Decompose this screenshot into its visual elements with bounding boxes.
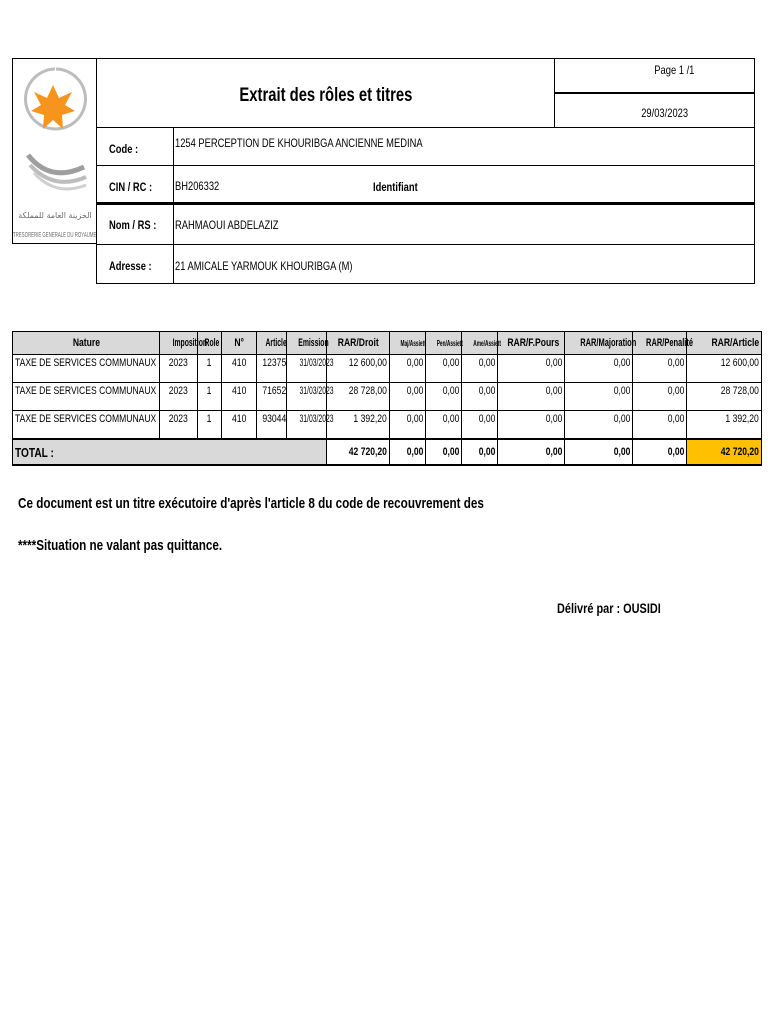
total-rar-majoration: 0,00 xyxy=(565,439,633,465)
cell-maj-assiett: 0,00 xyxy=(390,355,426,383)
total-rar-article: 42 720,20 xyxy=(687,439,762,465)
total-rar-fpours: 0,00 xyxy=(498,439,565,465)
cell-rar-fpours: 0,00 xyxy=(498,355,565,383)
col-header: RAR/Majoration xyxy=(565,332,633,355)
table-row xyxy=(13,355,762,383)
total-ame-assiett: 0,00 xyxy=(462,439,498,465)
logo-panel xyxy=(12,58,97,244)
code-label: Code : xyxy=(109,142,139,156)
cell-article: 12375 xyxy=(257,355,287,383)
total-rar-penalite: 0,00 xyxy=(633,439,687,465)
cell-article: 71652 xyxy=(257,383,287,411)
col-header: Article xyxy=(257,332,287,355)
col-header: RAR/Article xyxy=(687,332,762,355)
cell-role: 1 xyxy=(198,383,222,411)
cell-nature: TAXE DE SERVICES COMMUNAUX xyxy=(13,355,160,383)
logo-caption: TRESORERIE GENERALE DU ROYAUME xyxy=(13,232,97,239)
cell-ame-assiett: 0,00 xyxy=(462,411,498,440)
cell-role: 1 xyxy=(198,355,222,383)
table-row xyxy=(13,383,762,411)
roles-table xyxy=(12,331,762,466)
cell-ame-assiett: 0,00 xyxy=(462,355,498,383)
logo-arabic-text: الخزينة العامة للمملكة xyxy=(18,211,92,220)
cell-rar-majoration: 0,00 xyxy=(565,355,633,383)
total-pen-assiett: 0,00 xyxy=(426,439,462,465)
col-header: Nature xyxy=(13,332,160,355)
page-title: Extrait des rôles et titres xyxy=(239,85,412,106)
total-label: TOTAL : xyxy=(13,439,327,465)
cell-rar-fpours: 0,00 xyxy=(498,411,565,440)
cell-numero: 410 xyxy=(222,411,257,440)
col-header: RAR/Penalité xyxy=(633,332,687,355)
cell-rar-article: 1 392,20 xyxy=(687,411,762,440)
col-header: Ame/Assiett xyxy=(462,332,498,355)
cell-maj-assiett: 0,00 xyxy=(390,383,426,411)
total-maj-assiett: 0,00 xyxy=(390,439,426,465)
total-rar-droit: 42 720,20 xyxy=(327,439,390,465)
cell-numero: 410 xyxy=(222,355,257,383)
col-header: RAR/F.Pours xyxy=(498,332,565,355)
cell-pen-assiett: 0,00 xyxy=(426,383,462,411)
col-header: N° xyxy=(222,332,257,355)
nom-row xyxy=(96,204,755,245)
cell-rar-droit: 12 600,00 xyxy=(327,355,390,383)
cell-role: 1 xyxy=(198,411,222,440)
cell-article: 93044 xyxy=(257,411,287,440)
delivre-par: Délivré par : OUSIDI xyxy=(557,600,661,616)
cell-rar-majoration: 0,00 xyxy=(565,383,633,411)
cell-nature: TAXE DE SERVICES COMMUNAUX xyxy=(13,383,160,411)
col-header: Maj/Assiett xyxy=(390,332,426,355)
document-date: 29/03/2023 xyxy=(641,106,688,120)
treasury-star-emblem-icon xyxy=(20,63,90,203)
cell-imposition: 2023 xyxy=(160,355,198,383)
adresse-label: Adresse : xyxy=(109,259,152,273)
cell-pen-assiett: 0,00 xyxy=(426,411,462,440)
page-number: Page 1 /1 xyxy=(653,63,694,77)
titre-executoire-note: Ce document est un titre exécutoire d'après l'article 8 du code de recouvrement des xyxy=(18,495,484,512)
adresse-row xyxy=(96,244,755,284)
col-header: Emission xyxy=(287,332,327,355)
page-number-box xyxy=(554,58,755,94)
cell-maj-assiett: 0,00 xyxy=(390,411,426,440)
cell-rar-penalite: 0,00 xyxy=(633,411,687,440)
cell-rar-article: 28 728,00 xyxy=(687,383,762,411)
date-box xyxy=(554,93,755,128)
col-header: Role xyxy=(198,332,222,355)
code-row xyxy=(96,127,755,166)
table-row xyxy=(13,411,762,440)
col-header: RAR/Droit xyxy=(327,332,390,355)
cell-rar-penalite: 0,00 xyxy=(633,355,687,383)
code-value: 1254 PERCEPTION DE KHOURIBGA ANCIENNE MEDINA xyxy=(175,136,423,150)
cin-label: CIN / RC : xyxy=(109,180,153,194)
cell-ame-assiett: 0,00 xyxy=(462,383,498,411)
cell-rar-droit: 28 728,00 xyxy=(327,383,390,411)
cell-nature: TAXE DE SERVICES COMMUNAUX xyxy=(13,411,160,440)
cell-rar-droit: 1 392,20 xyxy=(327,411,390,440)
cell-rar-article: 12 600,00 xyxy=(687,355,762,383)
cin-value: BH206332 xyxy=(175,179,220,193)
title-box xyxy=(96,58,555,128)
cell-rar-penalite: 0,00 xyxy=(633,383,687,411)
cell-imposition: 2023 xyxy=(160,411,198,440)
cell-rar-fpours: 0,00 xyxy=(498,383,565,411)
cell-numero: 410 xyxy=(222,383,257,411)
cell-emission: 31/03/2023 xyxy=(287,411,327,440)
cell-rar-majoration: 0,00 xyxy=(565,411,633,440)
nom-label: Nom / RS : xyxy=(109,218,157,232)
cell-emission: 31/03/2023 xyxy=(287,383,327,411)
situation-note: ****Situation ne valant pas quittance. xyxy=(18,537,223,554)
nom-value: RAHMAOUI ABDELAZIZ xyxy=(175,218,279,232)
col-header: Pen/Assiett xyxy=(426,332,462,355)
col-header: Imposition xyxy=(160,332,198,355)
table-total-row xyxy=(13,439,762,465)
cell-emission: 31/03/2023 xyxy=(287,355,327,383)
cell-pen-assiett: 0,00 xyxy=(426,355,462,383)
cin-row xyxy=(96,165,755,204)
adresse-value: 21 AMICALE YARMOUK KHOURIBGA (M) xyxy=(175,259,353,273)
cell-imposition: 2023 xyxy=(160,383,198,411)
table-header-row xyxy=(13,332,762,355)
identifiant-label: Identifiant xyxy=(373,180,418,194)
